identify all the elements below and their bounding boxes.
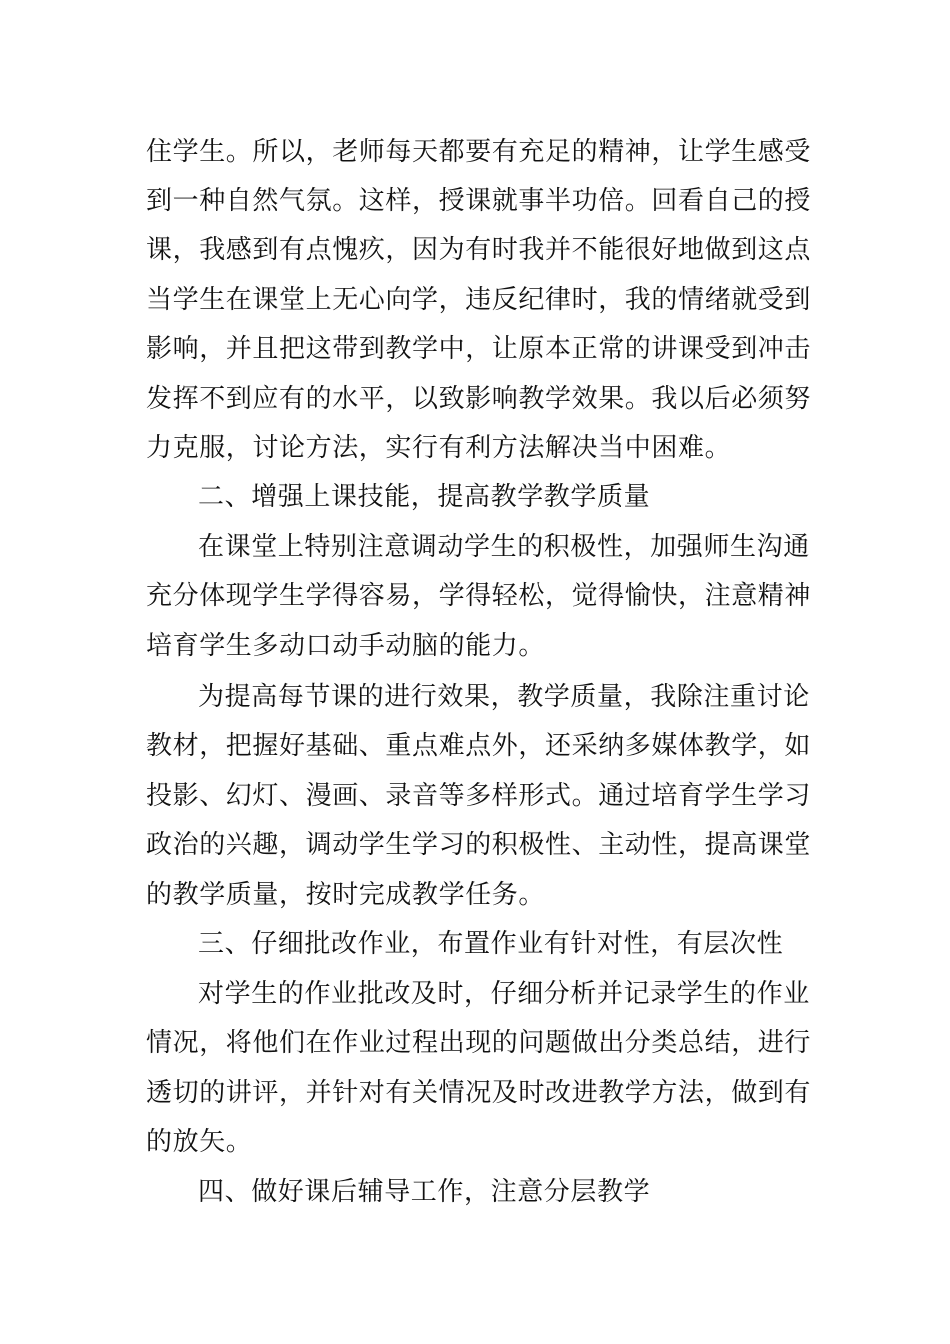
paragraph-3-line-1: 为提高每节课的进行效果，教学质量，我除注重讨论 [198,682,810,712]
paragraph-1-line-5: 影响，并且把这带到教学中，让原本正常的讲课受到冲击 [146,334,812,364]
paragraph-3-line-3: 投影、幻灯、漫画、录音等多样形式。通过培育学生学习 [146,781,812,811]
paragraph-4-line-1: 对学生的作业批改及时，仔细分析并记录学生的作业 [198,979,810,1009]
section-heading-3: 三、仔细批改作业，布置作业有针对性，有层次性 [198,929,784,959]
paragraph-4-line-4: 的放矢。 [146,1127,253,1157]
paragraph-1-line-3: 课，我感到有点愧疚，因为有时我并不能很好地做到这点 [146,235,812,265]
paragraph-2-line-3: 培育学生多动口动手动脑的能力。 [146,631,546,661]
section-heading-2: 二、增强上课技能，提高教学教学质量 [198,482,651,512]
paragraph-1-line-1: 住学生。所以，老师每天都要有充足的精神，让学生感受 [146,137,812,167]
paragraph-3-line-5: 的教学质量，按时完成教学任务。 [146,880,546,910]
paragraph-3-line-4: 政治的兴趣，调动学生学习的积极性、主动性，提高课堂 [146,830,812,860]
paragraph-2-line-2: 充分体现学生学得容易，学得轻松，觉得愉快，注意精神 [146,581,812,611]
paragraph-1-line-2: 到一种自然气氛。这样，授课就事半功倍。回看自己的授 [146,186,812,216]
paragraph-4-line-2: 情况，将他们在作业过程出现的问题做出分类总结，进行 [146,1028,812,1058]
paragraph-1-line-6: 发挥不到应有的水平，以致影响教学效果。我以后必须努 [146,384,812,414]
paragraph-3-line-2: 教材，把握好基础、重点难点外，还采纳多媒体教学，如 [146,731,812,761]
paragraph-2-line-1: 在课堂上特别注意调动学生的积极性，加强师生沟通 [198,532,810,562]
paragraph-4-line-3: 透切的讲评，并针对有关情况及时改进教学方法，做到有 [146,1078,812,1108]
paragraph-1-line-7: 力克服，讨论方法，实行有利方法解决当中困难。 [146,433,732,463]
section-heading-4: 四、做好课后辅导工作，注意分层教学 [198,1177,651,1207]
paragraph-1-line-4: 当学生在课堂上无心向学，违反纪律时，我的情绪就受到 [146,285,812,315]
